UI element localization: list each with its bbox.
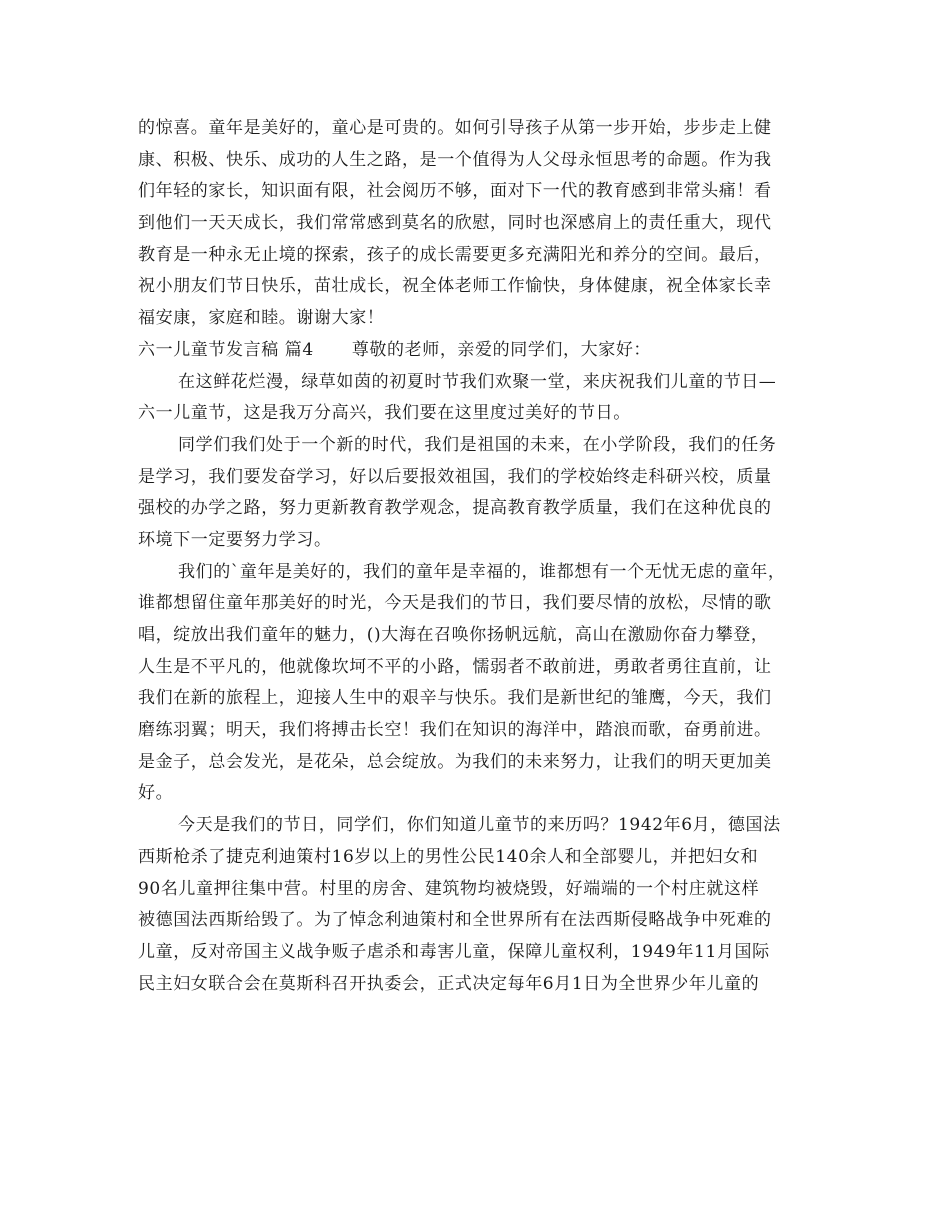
text-line: 祝小朋友们节日快乐，苗壮成长，祝全体老师工作愉快，身体健康，祝全体家长幸 — [138, 276, 772, 297]
text-line: 人生是不平凡的，他就像坎坷不平的小路，懦弱者不敢前进，勇敢者勇往直前，让 — [138, 656, 772, 677]
text-line: 我们的`童年是美好的，我们的童年是幸福的，谁都想有一个无忧无虑的童年， — [178, 561, 786, 582]
text-line: 到他们一天天成长，我们常常感到莫名的欣慰，同时也深感肩上的责任重大，现代 — [138, 213, 772, 234]
text-line: 今天是我们的节日，同学们，你们知道儿童节的来历吗？1942年6月，德国法 — [178, 815, 781, 836]
text-line: 教育是一种永无止境的探索，孩子的成长需要更多充满阳光和养分的空间。最后， — [138, 244, 772, 265]
text-line: 福安康，家庭和睦。谢谢大家！ — [138, 308, 385, 329]
text-line: 儿童，反对帝国主义战争贩子虐杀和毒害儿童，保障儿童权利，1949年11月国际 — [138, 941, 770, 962]
text-line: 磨练羽翼；明天，我们将搏击长空！我们在知识的海洋中，踏浪而歌，奋勇前进。 — [138, 720, 772, 741]
text-line: 们年轻的家长，知识面有限，社会阅历不够，面对下一代的教育感到非常头痛！看 — [138, 181, 772, 202]
document-body — [138, 113, 828, 1000]
text-line: 唱，绽放出我们童年的魅力，()大海在召唤你扬帆远航，高山在激励你奋力攀登， — [138, 625, 769, 645]
text-line: 环境下一定要努力学习。 — [138, 529, 332, 550]
text-line: 同学们我们处于一个新的时代，我们是祖国的未来，在小学阶段，我们的任务 — [178, 434, 777, 455]
text-line: 康、积极、快乐、成功的人生之路，是一个值得为人父母永恒思考的命题。作为我 — [138, 149, 772, 170]
text-line: 好。 — [138, 783, 174, 804]
text-line: 强校的办学之路，努力更新教育教学观念，提高教育教学质量，我们在这种优良的 — [138, 498, 772, 519]
text-line: 90名儿童押往集中营。村里的房舍、建筑物均被烧毁，好端端的一个村庄就这样 — [138, 878, 760, 899]
text-line: 的惊喜。童年是美好的，童心是可贵的。如何引导孩子从第一步开始，步步走上健 — [138, 118, 772, 138]
section-heading-line — [138, 335, 828, 367]
text-line: 是金子，总会发光，是花朵，总会绽放。为我们的未来努力，让我们的明天更加美 — [138, 751, 772, 772]
text-line: 民主妇女联合会在莫斯科召开执委会，正式决定每年6月1日为全世界少年儿童的 — [138, 973, 760, 994]
text-line: 西斯枪杀了捷克利迪策村16岁以上的男性公民140余人和全部婴儿，并把妇女和 — [138, 846, 759, 867]
text-line: 我们在新的旅程上，迎接人生中的艰辛与快乐。我们是新世纪的雏鹰，今天，我们 — [138, 688, 772, 709]
text-line: 是学习，我们要发奋学习，好以后要报效祖国，我们的学校始终走科研兴校，质量 — [138, 466, 772, 487]
text-line: 谁都想留住童年那美好的时光，今天是我们的节日，我们要尽情的放松，尽情的歌 — [138, 593, 772, 614]
text-line: 六一儿童节，这是我万分高兴，我们要在这里度过美好的节日。 — [138, 403, 631, 424]
text-line: 在这鲜花烂漫，绿草如茵的初夏时节我们欢聚一堂，来庆祝我们儿童的节日— — [178, 371, 777, 392]
section-greeting: 尊敬的老师，亲爱的同学们，大家好： — [351, 339, 652, 360]
text-line: 被德国法西斯给毁了。为了悼念利迪策村和全世界所有在法西斯侵略战争中死难的 — [138, 910, 772, 931]
section-title: 六一儿童节发言稿 篇4 — [138, 339, 314, 360]
